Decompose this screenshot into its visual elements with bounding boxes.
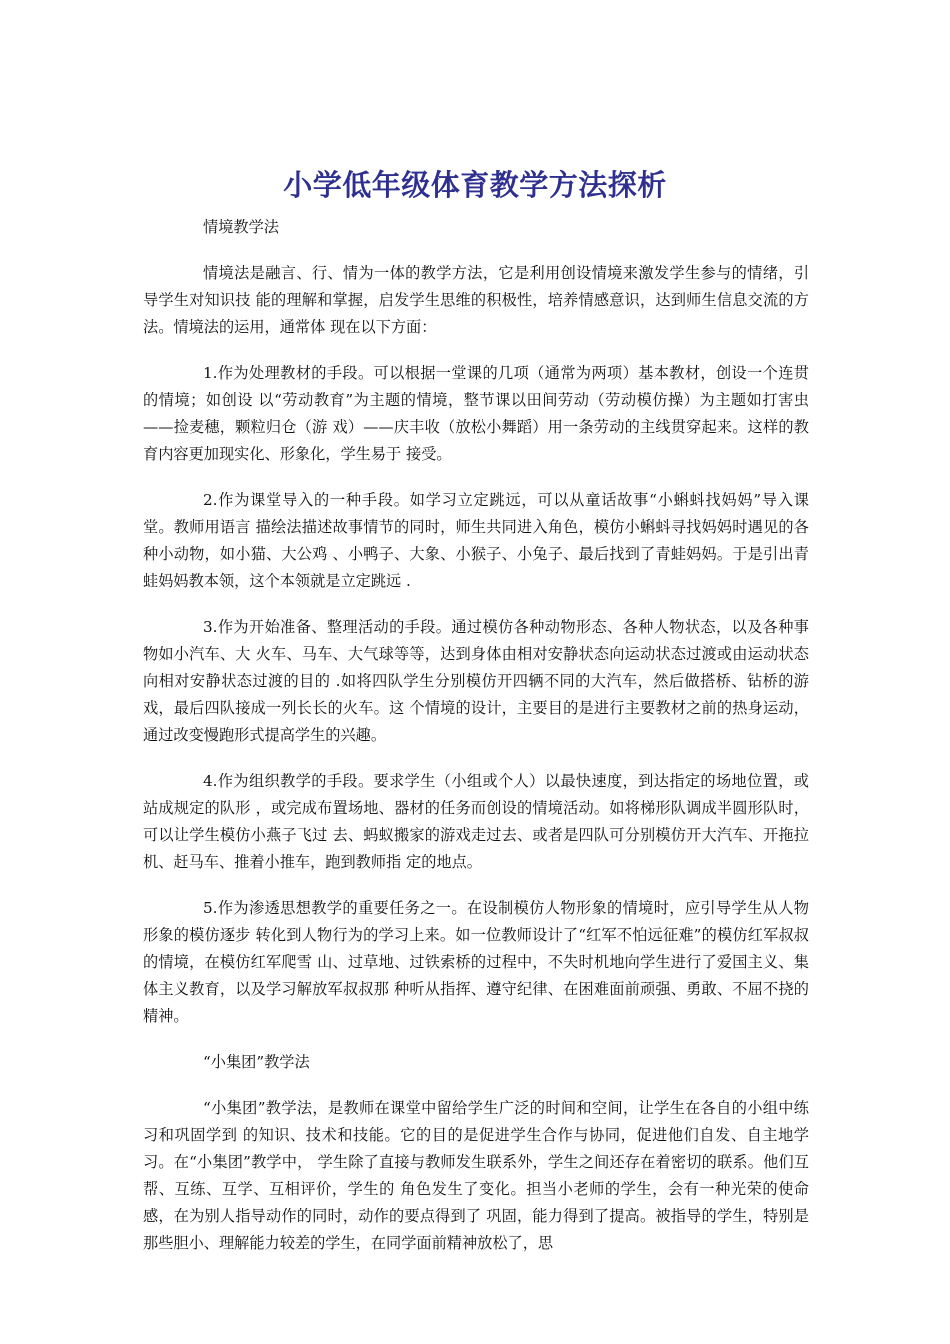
section-heading-small-group-teaching: “小集团”教学法 (203, 1053, 310, 1071)
paragraph-point-3: 3.作为开始准备、整理活动的手段。通过模仿各种动物形态、各种人物状态，以及各种事物如小汽车、大 火车、马车、大气球等等，达到身体由相对安静状态向运动状态过渡或由运动状态向相对安静状态过渡的目的 .如将四队学生分别模仿开四辆不同的大汽车，然后做搭桥、钻桥的游戏，最后四队接成一列长长的火车。这 个情境的设计，主要目的是进行主要教材之前的热身运动，通过改变慢跑形式提高学生的兴趣。 (143, 618, 809, 744)
paragraph-point-1: 1.作为处理教材的手段。可以根据一堂课的几项（通常为两项）基本教材，创设一个连贯的情境；如创设 以“劳动教育”为主题的情境，整节课以田间劳动（劳动模仿操）为主题如打害虫——捡麦穗，颗粒归仓（游 戏）——庆丰收（放松小舞蹈）用一条劳动的主线贯穿起来。这样的教育内容更加现实化、形象化，学生易于 接受。 (143, 364, 809, 463)
paragraph-point-5: 5.作为渗透思想教学的重要任务之一。在设制模仿人物形象的情境时，应引导学生从人物形象的模仿逐步 转化到人物行为的学习上来。如一位教师设计了“红军不怕远征难”的模仿红军叔叔的情境，在模仿红军爬雪 山、过草地、过铁索桥的过程中，不失时机地向学生进行了爱国主义、集体主义教育，以及学习解放军叔叔那 种听从指挥、遵守纪律、在困难面前顽强、勇敢、不屈不挠的精神。 (143, 899, 809, 1025)
paragraph-small-group: “小集团”教学法，是教师在课堂中留给学生广泛的时间和空间，让学生在各自的小组中练习和巩固学到 的知识、技术和技能。它的目的是促进学生合作与协同，促进他们自发、自主地学习。在“小集团”教学中， 学生除了直接与教师发生联系外，学生之间还存在着密切的联系。他们互帮、互练、互学、互相评价，学生的 角色发生了变化。担当小老师的学生，会有一种光荣的使命感，在为别人指导动作的同时，动作的要点得到了 巩固，能力得到了提高。被指导的学生，特别是那些胆小、理解能力较差的学生，在同学面前精神放松了，思 (143, 1099, 809, 1252)
document-title: 小学低年级体育教学方法探析 (283, 168, 667, 203)
paragraph-point-4: 4.作为组织教学的手段。要求学生（小组或个人）以最快速度，到达指定的场地位置，或站成规定的队形 ，或完成布置场地、器材的任务而创设的情境活动。如将梯形队调成半圆形队时，可以让学生模仿小燕子飞过 去、蚂蚁搬家的游戏走过去、或者是四队可分别模仿开大汽车、开拖拉机、赶马车、推着小推车，跑到教师指 定的地点。 (143, 772, 809, 871)
paragraph-intro: 情境法是融言、行、情为一体的教学方法，它是利用创设情境来激发学生参与的情绪，引导学生对知识技 能的理解和掌握，启发学生思维的积极性，培养情感意识，达到师生信息交流的方法。情境法的运用，通常体 现在以下方面： (143, 264, 809, 336)
document-body (143, 214, 809, 1276)
section-heading-situational-teaching: 情境教学法 (203, 218, 279, 236)
paragraph-point-2: 2.作为课堂导入的一种手段。如学习立定跳远，可以从童话故事“小蝌蚪找妈妈”导入课堂。教师用语言 描绘法描述故事情节的同时，师生共同进入角色，模仿小蝌蚪寻找妈妈时遇见的各种小动物，如小猫、大公鸡 、小鸭子、大象、小猴子、小兔子、最后找到了青蛙妈妈。于是引出青蛙妈妈教本领，这个本领就是立定跳远 . (143, 491, 809, 590)
